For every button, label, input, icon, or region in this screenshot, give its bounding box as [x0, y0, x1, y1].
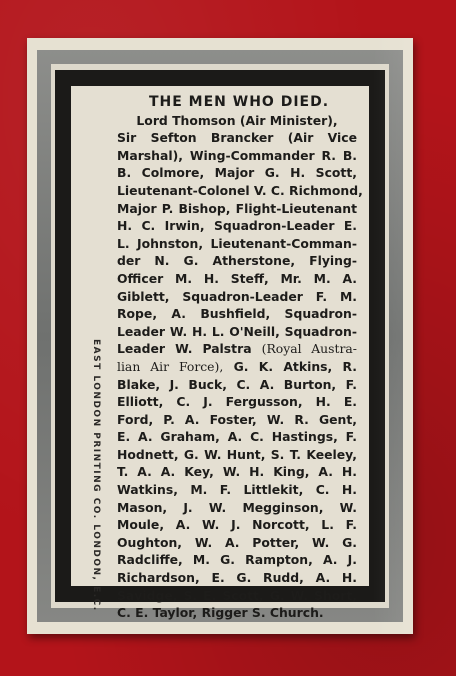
inner-margin	[51, 64, 389, 621]
name-line: Major P. Bishop, Flight-Lieutenant	[117, 200, 357, 216]
name-line: Watkins, M. F. Littlekit, C. H.	[117, 482, 357, 498]
name-line	[117, 340, 357, 358]
name-line: der N. G. Atherstone, Flying-	[117, 253, 357, 269]
card-title: THE MEN WHO DIED.	[148, 94, 330, 110]
name-line: C. E. Taylor, Rigger S. Church.	[117, 605, 324, 621]
name-line: Moule, A. W. J. Norcott, L. F.	[117, 517, 357, 533]
paper-sheen	[373, 38, 413, 634]
name-line: B. Colmore, Major G. H. Scott,	[117, 165, 357, 181]
name-line: Lieutenant-Colonel V. C. Richmond,	[117, 182, 363, 198]
name-line: Blake, J. Buck, C. A. Burton, F.	[117, 376, 357, 392]
name-line: Radcliffe, M. G. Rampton, A. J.	[117, 552, 357, 568]
name-line: Giblett, Squadron-Leader F. M.	[117, 288, 357, 304]
name-line: T. A. A. Key, W. H. King, A. H.	[117, 464, 357, 480]
name-line: Richardson, E. G. Rudd, A. H.	[117, 570, 357, 586]
name-line: Oughton, W. A. Potter, W. G.	[117, 534, 357, 550]
text-panel	[71, 86, 369, 621]
printer-imprint: EAST LONDON PRINTING CO. LONDON, E.C.	[91, 339, 101, 612]
black-mourning-border	[55, 70, 385, 621]
name-line: Officer M. H. Steff, Mr. M. A.	[117, 270, 357, 286]
name-line: Rope, A. Bushfield, Squadron-	[117, 306, 357, 322]
name-line: Lord Thomson (Air Minister),	[136, 112, 338, 128]
air-force-serif-text: lian Air Force),	[117, 358, 224, 374]
name-line: Savidge, S. E. Scott, G. W. Short,	[117, 587, 357, 603]
air-force-rest-text: G. K. Atkins, R.	[223, 358, 357, 374]
name-line: E. A. Graham, A. C. Hastings, F.	[117, 429, 357, 445]
name-line: Ford, P. A. Foster, W. R. Gent,	[117, 411, 357, 427]
memorial-text	[117, 94, 363, 622]
name-line: Elliott, C. J. Fergusson, H. E.	[117, 394, 357, 410]
name-line: Leader W. H. L. O'Neill, Squadron-	[117, 323, 357, 339]
gray-frame	[37, 50, 403, 622]
name-line: Mason, J. W. Megginson, W.	[117, 499, 357, 515]
name-line: Marshal), Wing-Commander R. B.	[117, 147, 357, 163]
name-line: Hodnett, G. W. Hunt, S. T. Keeley,	[117, 446, 357, 462]
name-line	[117, 358, 357, 376]
palstra-serif-text: (Royal Austra-	[261, 341, 357, 357]
name-line: L. Johnston, Lieutenant-Comman-	[117, 235, 357, 251]
name-line: Sir Sefton Brancker (Air Vice	[117, 130, 357, 146]
name-line: H. C. Irwin, Squadron-Leader E.	[117, 218, 357, 234]
palstra-text: Leader W. Palstra	[117, 341, 262, 357]
memorial-card	[27, 38, 413, 634]
